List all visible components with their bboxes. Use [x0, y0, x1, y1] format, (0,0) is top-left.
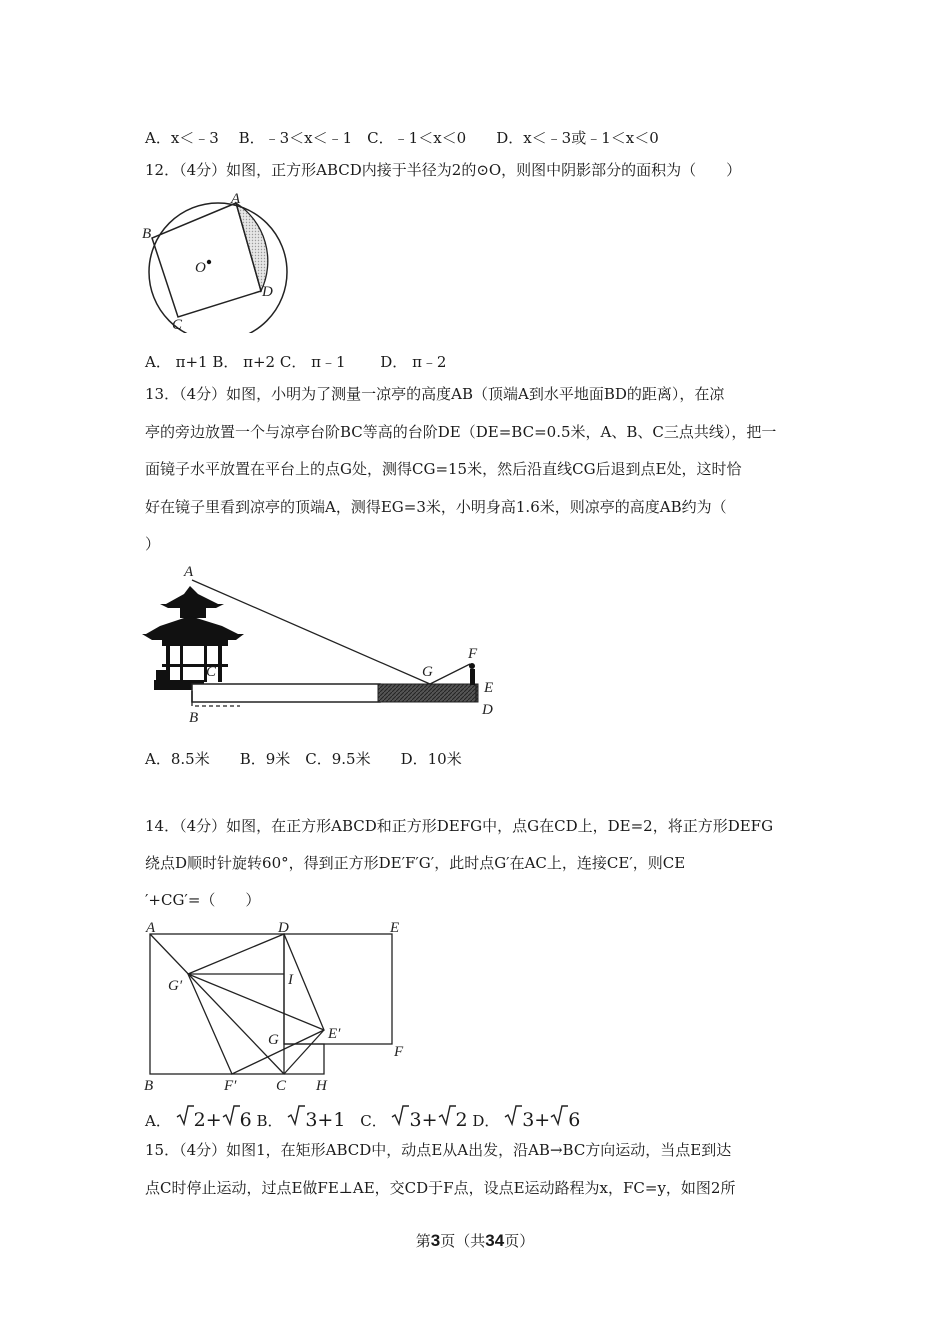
label-c: C	[172, 317, 183, 333]
label-c: C	[276, 1078, 287, 1094]
label-e: E	[390, 920, 400, 936]
label-g: G	[422, 664, 433, 680]
label-h: H	[316, 1078, 327, 1094]
q14-options	[145, 1104, 580, 1134]
q13-line-2: 亭的旁边放置一个与凉亭台阶BC等高的台阶DE（DE=BC=0.5米，A、B、C三点共线），把一	[145, 423, 777, 441]
q14-line-2: 绕点D顺时针旋转60°，得到正方形DE′F′G′，此时点G′在AC上，连接CE′，则CE	[145, 854, 686, 872]
label-o: O	[195, 260, 206, 276]
q15-line-2: 点C时停止运动，过点E做FE⊥AE，交CD于F点，设点E运动路程为x，FC=y，如图2所	[145, 1179, 736, 1197]
label-f: F	[468, 646, 478, 662]
sqrt-sign-icon	[176, 1104, 194, 1126]
current-page-number: 3	[430, 1231, 441, 1250]
person-icon	[469, 663, 475, 685]
label-d: D	[278, 920, 289, 936]
label-e1: E′	[328, 1026, 341, 1042]
q13-line-5: ）	[145, 535, 161, 553]
label-a: A	[184, 564, 194, 580]
label-d: D	[262, 284, 273, 300]
shaded-segment	[236, 203, 268, 291]
total-pages: 34	[485, 1231, 505, 1250]
label-f1: F′	[224, 1078, 237, 1094]
q13-line-1: 13．（4分）如图，小明为了测量一凉亭的高度AB（顶端A到水平地面BD的距离），在凉	[145, 385, 725, 403]
q12-figure	[140, 188, 290, 333]
diagonal-ac	[150, 934, 284, 1074]
label-g1: G′	[168, 978, 183, 994]
center-o-dot	[207, 260, 211, 264]
q13-options: A．8.5米 B．9米 C．9.5米 D．10米	[145, 750, 462, 768]
label-a: A	[231, 191, 241, 207]
label-f: F	[394, 1044, 404, 1060]
label-i: I	[288, 972, 293, 988]
q14-option-c: C． 3+ 2	[360, 1112, 472, 1130]
q14-line-3: ′+CG′=（ ）	[145, 891, 261, 909]
q14-option-b: B． 3+1	[257, 1112, 351, 1130]
q15-line-1: 15．（4分）如图1，在矩形ABCD中，动点E从A出发，沿AB→BC方向运动，当点E到达	[145, 1141, 732, 1159]
label-b: B	[142, 226, 152, 242]
label-g: G	[268, 1032, 279, 1048]
q14-option-d: D． 3+ 6	[472, 1112, 580, 1130]
sqrt-sign-icon	[550, 1104, 568, 1126]
pavilion-icon	[142, 586, 244, 690]
label-e: E	[484, 680, 494, 696]
q12-stem: 12．（4分）如图，正方形ABCD内接于半径为2的⊙O，则图中阴影部分的面积为（ ）	[145, 161, 742, 179]
q14-figure	[140, 914, 420, 1096]
q13-line-3: 面镜子水平放置在平台上的点G处，测得CG=15米，然后沿直线CG后退到点E处，这时恰	[145, 460, 742, 478]
q14-line-1: 14．（4分）如图，在正方形ABCD和正方形DEFG中，点G在CD上，DE=2，将正方形DEFG	[145, 817, 774, 835]
q14-option-a: A． 2+ 6	[145, 1112, 257, 1130]
label-b: B	[189, 710, 199, 726]
label-c: C	[206, 664, 217, 680]
label-a: A	[146, 920, 156, 936]
q13-line-4: 好在镜子里看到凉亭的顶端A，测得EG=3米，小明身高1.6米，则凉亭的高度AB约为（	[145, 498, 727, 516]
label-d: D	[482, 702, 493, 718]
q11-options: A．x＜﹣3 B．﹣3＜x＜﹣1 C．﹣1＜x＜0 D．x＜﹣3或﹣1＜x＜0	[145, 129, 659, 147]
sqrt-sign-icon	[504, 1104, 522, 1126]
sqrt-sign-icon	[438, 1104, 456, 1126]
page-footer: 第3页（共34页）	[415, 1231, 535, 1250]
sqrt-sign-icon	[287, 1104, 305, 1126]
label-b: B	[144, 1078, 154, 1094]
q13-figure	[140, 560, 500, 730]
sight-line-gf	[430, 664, 470, 684]
sqrt-sign-icon	[222, 1104, 240, 1126]
q12-options: A． π+1 B． π+2 C． π﹣1 D． π﹣2	[145, 353, 447, 371]
sqrt-sign-icon	[391, 1104, 409, 1126]
